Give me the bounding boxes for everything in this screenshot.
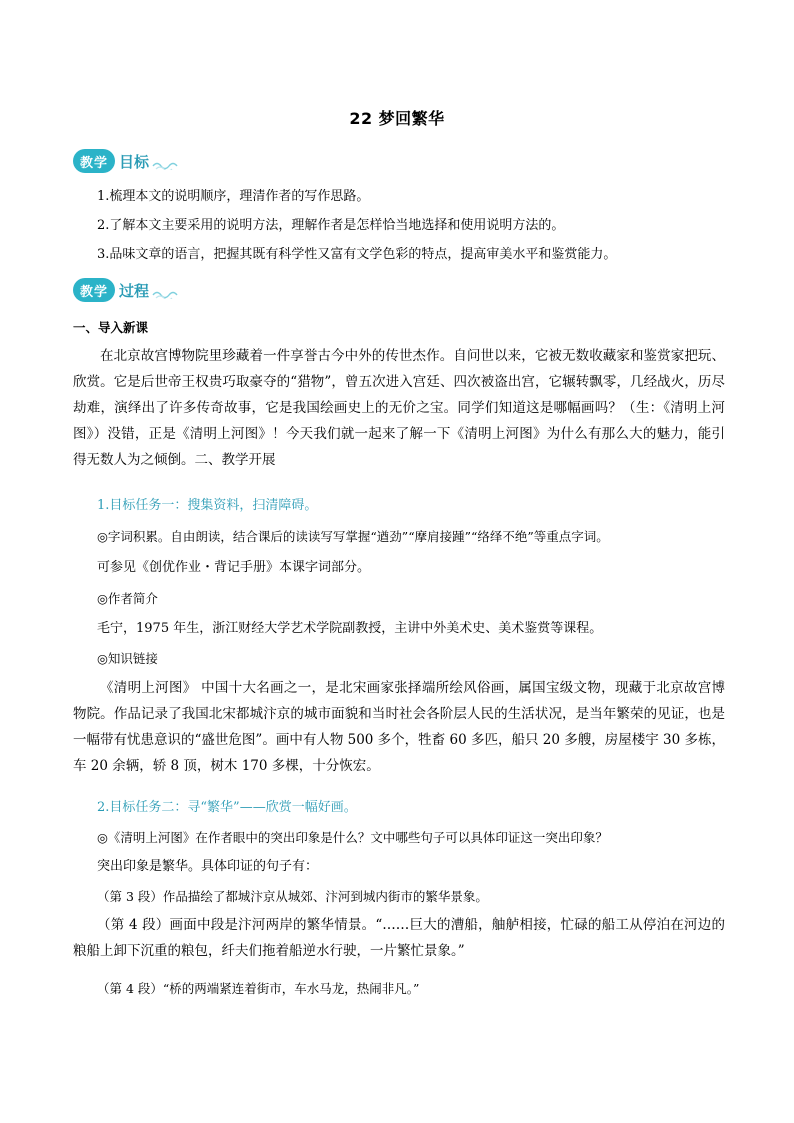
goals-badge: 教学: [73, 149, 115, 173]
link-heading: ◎知识链接: [97, 651, 158, 666]
author-text: 毛宁，1975 年生，浙江财经大学艺术学院副教授，主讲中外美术史、美术鉴赏等课程。: [97, 621, 603, 636]
intro-paragraph: 在北京故宫博物院里珍藏着一件享誉古今中外的传世杰作。自问世以来，它被无数收藏家和鉴赏家把玩、欣赏。它是后世帝王权贵巧取豪夺的“猎物”，曾五次进入宫廷、四次被盗出宫，它辗转飘零，几经战火，历尽劫难，演绎出了许多传奇故事，它是我国绘画史上的无价之宝。同学们知道这是哪幅画吗？（生：《清明上河图》）没错，正是《清明上河图》！今天我们就一起来了解一下《清明上河图》为什么有那么大的魅力，能引得无数人为之倾倒。二、教学开展: [73, 348, 725, 468]
section1-heading: 一、导入新课: [73, 320, 149, 335]
evidence-p4a: （第 4 段）画面中段是汴河两岸的繁华情景。“……巨大的漕船，舳舻相接，忙碌的船工从停泊在河边的粮船上卸下沉重的粮包，纤夫们拖着船逆水行驶，一片繁忙景象。”: [73, 917, 725, 959]
task1-heading: 1.目标任务一：搜集资料，扫清障碍。: [97, 498, 318, 513]
process-heading-text: 过程: [119, 281, 150, 300]
author-heading: ◎作者简介: [97, 591, 158, 606]
answer-1: 突出印象是繁华。具体印证的句子有：: [97, 859, 319, 874]
knowledge-link-paragraph: 《清明上河图》 中国十大名画之一，是北宋画家张择端所绘风俗画，属国宝级文物，现藏于北京故宫博物院。作品记录了我国北宋都城汴京的城市面貌和当时社会各阶层人民的生活状况，是当年繁荣的见证，也是一幅带有忧患意识的“盛世危图”。画中有人物 500 多个，牲畜 60 多匹，船只 20 多艘，房屋楼宇 30 多栋，车 20 余辆，轿 8 顶，树木 170 多棵，十分恢宏。: [73, 680, 725, 774]
vocab-text: ◎字词积累。自由朗读，结合课后的读读写写掌握“遒劲”“摩肩接踵”“络绎不绝”等重点字词。: [97, 529, 609, 544]
task2-heading: 2.目标任务二：寻“繁华”——欣赏一幅好画。: [97, 800, 357, 815]
process-badge: 教学: [73, 278, 115, 302]
wave-ornament-icon: [152, 160, 178, 170]
evidence-p3: （第 3 段）作品描绘了都城汴京从城郊、汴河到城内街市的繁华景象。: [97, 889, 488, 904]
goals-heading: [73, 148, 178, 174]
goal-item-1: 1.梳理本文的说明顺序，理清作者的写作思路。: [97, 189, 370, 204]
question-1: ◎《清明上河图》在作者眼中的突出印象是什么？文中哪些句子可以具体印证这一突出印象？: [97, 830, 608, 845]
process-heading: [73, 277, 178, 303]
evidence-p4b: （第 4 段）“桥的两端紧连着街市，车水马龙，热闹非凡。”: [97, 981, 420, 996]
vocab-reference: 可参见《创优作业・背记手册》本课字词部分。: [97, 560, 371, 575]
goals-heading-text: 目标: [119, 152, 150, 171]
wave-ornament-icon: [152, 289, 178, 299]
goal-item-2: 2.了解本文主要采用的说明方法，理解作者是怎样恰当地选择和使用说明方法的。: [97, 218, 565, 233]
goal-item-3: 3.品味文章的语言，把握其既有科学性又富有文学色彩的特点，提高审美水平和鉴赏能力。: [97, 247, 617, 262]
page-title: 22 梦回繁华: [349, 109, 445, 128]
